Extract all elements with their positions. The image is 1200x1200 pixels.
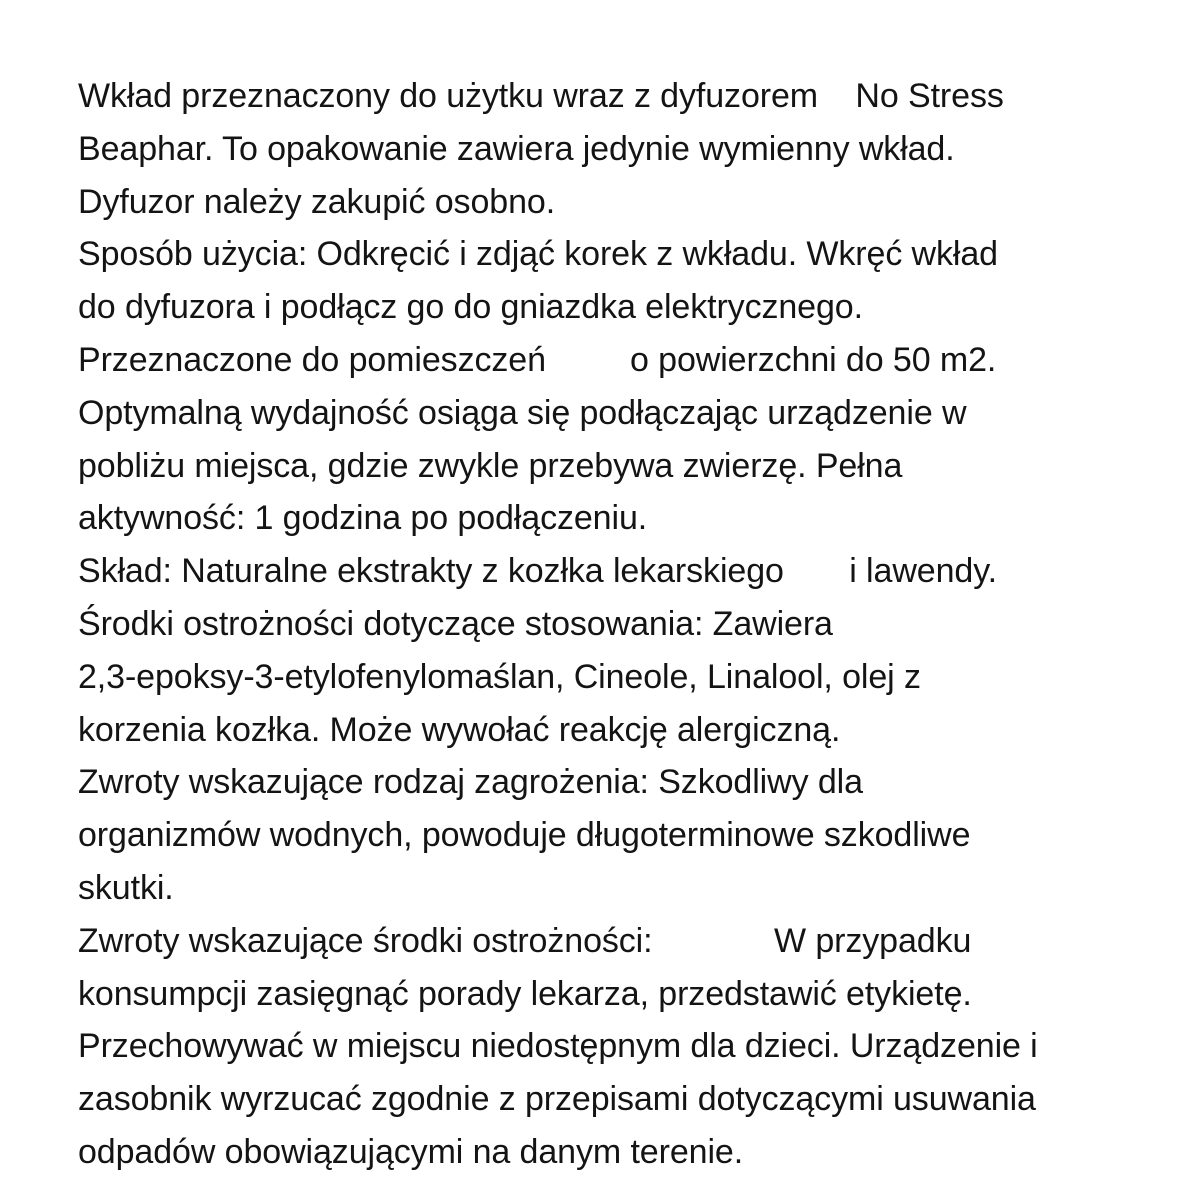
text-line-usage-3: Przeznaczone do pomieszczeń o powierzchni do 50 m2. xyxy=(78,340,997,379)
text-line-usage-6: aktywność: 1 godzina po podłączeniu. xyxy=(78,499,648,538)
text-line-precautions-2: 2,3-epoksy-3-etylofenylomaślan, Cineole, Linalool, olej z xyxy=(78,657,921,696)
text-line-intro-3: Dyfuzor należy zakupić osobno. xyxy=(78,182,556,221)
text-line-usage-4: Optymalną wydajność osiąga się podłączając urządzenie w xyxy=(78,393,967,432)
text-line-hazard-2: organizmów wodnych, powoduje długoterminowe szkodliwe xyxy=(78,816,971,855)
text-line-safety-2: konsumpcji zasięgnąć porady lekarza, przedstawić etykietę. xyxy=(78,974,972,1013)
text-line-safety-3: Przechowywać w miejscu niedostępnym dla dzieci. Urządzenie i xyxy=(78,1027,1038,1066)
text-line-precautions-3: korzenia kozłka. Może wywołać reakcję alergiczną. xyxy=(78,710,841,749)
text-line-hazard-3: skutki. xyxy=(78,868,174,907)
text-line-usage-5: pobliżu miejsca, gdzie zwykle przebywa zwierzę. Pełna xyxy=(78,446,903,485)
text-line-intro-2: Beaphar. To opakowanie zawiera jedynie wymienny wkład. xyxy=(78,129,955,168)
text-line-safety-5: odpadów obowiązującymi na danym terenie. xyxy=(78,1132,744,1171)
text-line-usage-1: Sposób użycia: Odkręcić i zdjąć korek z wkładu. Wkręć wkład xyxy=(78,235,998,274)
text-line-precautions-1: Środki ostrożności dotyczące stosowania: Zawiera xyxy=(78,604,833,643)
text-line-composition: Skład: Naturalne ekstrakty z kozłka lekarskiego i lawendy. xyxy=(78,552,997,591)
text-line-safety-1: Zwroty wskazujące środki ostrożności: W przypadku xyxy=(78,921,972,960)
text-line-hazard-1: Zwroty wskazujące rodzaj zagrożenia: Szkodliwy dla xyxy=(78,763,863,802)
product-label-text xyxy=(78,70,1138,1179)
text-line-usage-2: do dyfuzora i podłącz go do gniazdka elektrycznego. xyxy=(78,288,863,327)
text-line-safety-4: zasobnik wyrzucać zgodnie z przepisami dotyczącymi usuwania xyxy=(78,1080,1036,1119)
text-line-intro-1: Wkład przeznaczony do użytku wraz z dyfuzorem No Stress xyxy=(78,77,1004,115)
